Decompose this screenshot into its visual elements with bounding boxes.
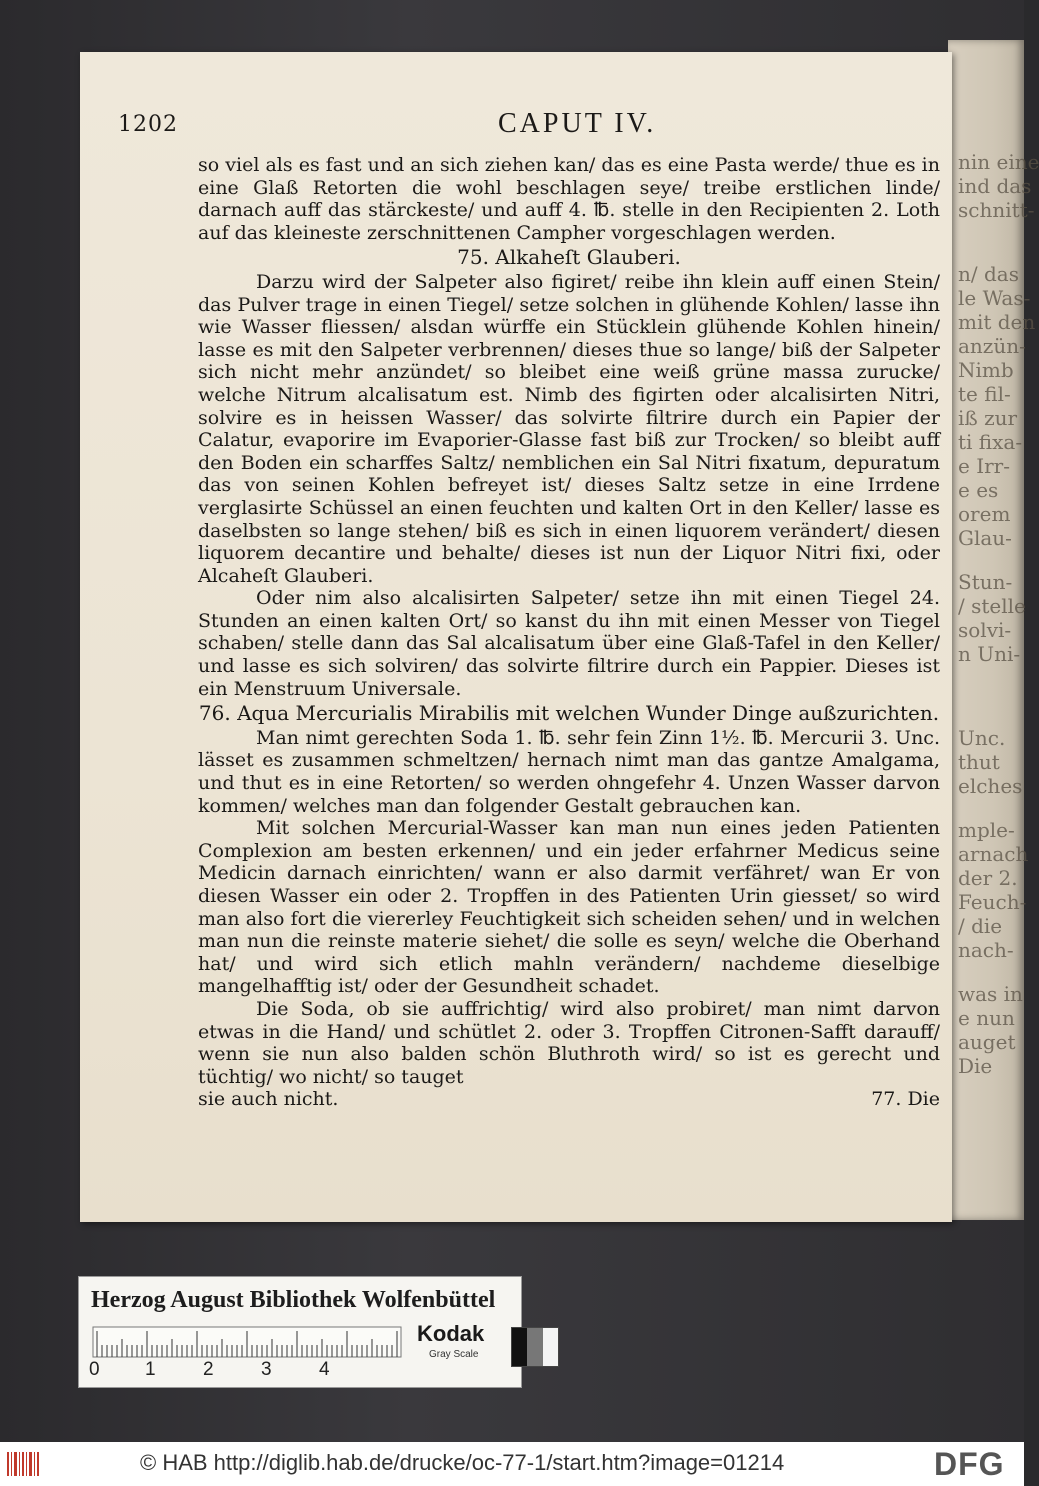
gray-patch [543,1328,558,1366]
paragraph-1: so viel als es fast und an sich ziehen kan/ das es eine Pasta werde/ thue es in eine Glaß Retorten die wohl beschlagen seye/ treibe erstlichen linde/ darnach auff das stärckeste/ und auff 4. ℔. stelle in den Recipienten 2. Loth auf das kleineste zerschnittenen Campher vorgeschlagen werden. [198,154,940,244]
paragraph-6-end: sie auch nicht. [198,1088,339,1111]
gray-patch [512,1328,527,1366]
barcode-logo-icon [6,1450,40,1478]
paragraph-2: Darzu wird der Salpeter also figiret/ reibe ihn klein auff einen Stein/ das Pulver trage in einen Tiegel/ setze solchen in glühende Kohlen/ lasse ihn wie Wasser fliessen/ alsdan würffe ein Stücklein glühende Kohlen hinein/ lasse es mit den Salpeter verbrennen/ dieses thue so lange/ biß der Salpeter sich nicht mehr anzündet/ so bleibet eine weiß grüne massa zurucke/ welche Nitrum alcalisatum est. Nimb des figirten oder alcalisirten Nitri, solvire es in heissen Wasser/ das solvirte filtrire durch ein Papier der Calatur, evaporire im Evaporier-Glasse fast biß zur Trocken/ so bleibt auff den Boden ein scharffes Saltz/ nemblichen ein Sal Nitri fixatum, depuratum das von seinen Kohlen befreyet ist/ dieses Saltz setze in eine Irrdene verglasirte Schüssel an einen feuchten und kalten Ort in den Keller/ lasse es daselbsten so lange stehen/ biß es sich in einen liquorem verändert/ diesen liquorem decantire und behalte/ dieses ist nun der Liquor Nitri fixi, oder Alcaheſt Glauberi. [198,270,940,587]
paragraph-5: Mit solchen Mercurial-Wasser kan man nun eines jeden Patienten Complexion am besten erkennen/ und ein jeder erfahrner Medicus seine Medicin darnach einrichten/ wann er also darmit verfähret/ wan Er von diesen Wasser ein oder 2. Tropffen in des Patienten Urin giesset/ so wird man also fort die viererley Feuchtigkeit sich scheiden sehen/ und in welchen man nun die reinste materie siehet/ die solle es seyn/ welche die Oberhand hat/ und wird sich etlich mahln verändern/ nachdeme dieselbige mangelhafftig ist/ oder der Gesundheit schadet. [198,817,940,998]
color-reference-card [78,1276,522,1388]
ruler-label: 4 [319,1359,330,1380]
gray-patch [527,1328,542,1366]
paragraph-3: Oder nim also alcalisirten Salpeter/ setze ihn mit einen Tiegel 24. Stunden an einen kalten Ort/ so kanst du ihn mit einen Messer von Tiegel schaben/ stelle dann das Sal alcalisatum über eine Glaß-Tafel in den Keller/ und lasse es sich solviren/ das solvirte filtrire durch ein Pappier. Dieses ist ein Menstruum Universale. [198,587,940,700]
viewer-footer [0,1442,1024,1486]
ruler-labels [89,1359,409,1383]
last-line [198,1088,940,1111]
heading-76: 76. Aqua Mercurialis Mirabilis mit welchen Wunder Dinge außzurichten. [198,701,940,726]
paragraph-4: Man nimt gerechten Soda 1. ℔. sehr fein Zinn 1½. ℔. Mercurii 3. Unc. lässet es zusammen schmeltzen/ hernach nimt man das gantze Amalgama, und thut es in eine Retorten/ so werden ohngefehr 4. Unzen Wasser darvon kommen/ welches man dan folgender Gestalt gebrauchen kan. [198,726,940,817]
ruler-label: 3 [261,1359,272,1380]
gray-scale-label: Gray Scale [429,1349,479,1360]
page-header [118,108,938,144]
heading-75: 75. Alkaheſt Glauberi. [457,245,681,270]
ruler-scale [93,1327,401,1357]
library-name: Herzog August Bibliothek Wolfenbüttel [91,1287,496,1313]
running-head: CAPUT IV. [498,108,657,139]
page-body [198,154,940,1111]
ruler-label: 2 [203,1359,214,1380]
page-number: 1202 [118,112,178,137]
ruler-label: 0 [89,1359,100,1380]
source-url[interactable]: © HAB http://diglib.hab.de/drucke/oc-77-1/start.htm?image=01214 [140,1450,785,1475]
ruler-label: 1 [145,1359,156,1380]
dfg-logo: DFG [934,1446,1005,1482]
kodak-brand: Kodak [417,1321,485,1346]
gray-patches [511,1327,559,1367]
facing-page-edge: nin eine ind das schnitt- n/ das le Was- mit den anzün- Nimb te fil- iß zur ti fixa- e Irr- e es orem Glau- Stun- / stelle solvi- n Uni- Unc. thut elches mple- arnach der 2. Feuch- / die nach- was in e nun auget Die [948,40,1024,1220]
paragraph-6: Die Soda, ob sie auffrichtig/ wird also probiret/ man nimt darvon etwas in die Hand/ und schütlet 2. oder 3. Tropffen Citronen-Safft darauff/ wenn sie nun also balden schön Bluthroth wird/ so ist es gerecht und tüchtig/ wo nicht/ so tauget [198,997,940,1088]
catchword: 77. Die [871,1088,940,1111]
